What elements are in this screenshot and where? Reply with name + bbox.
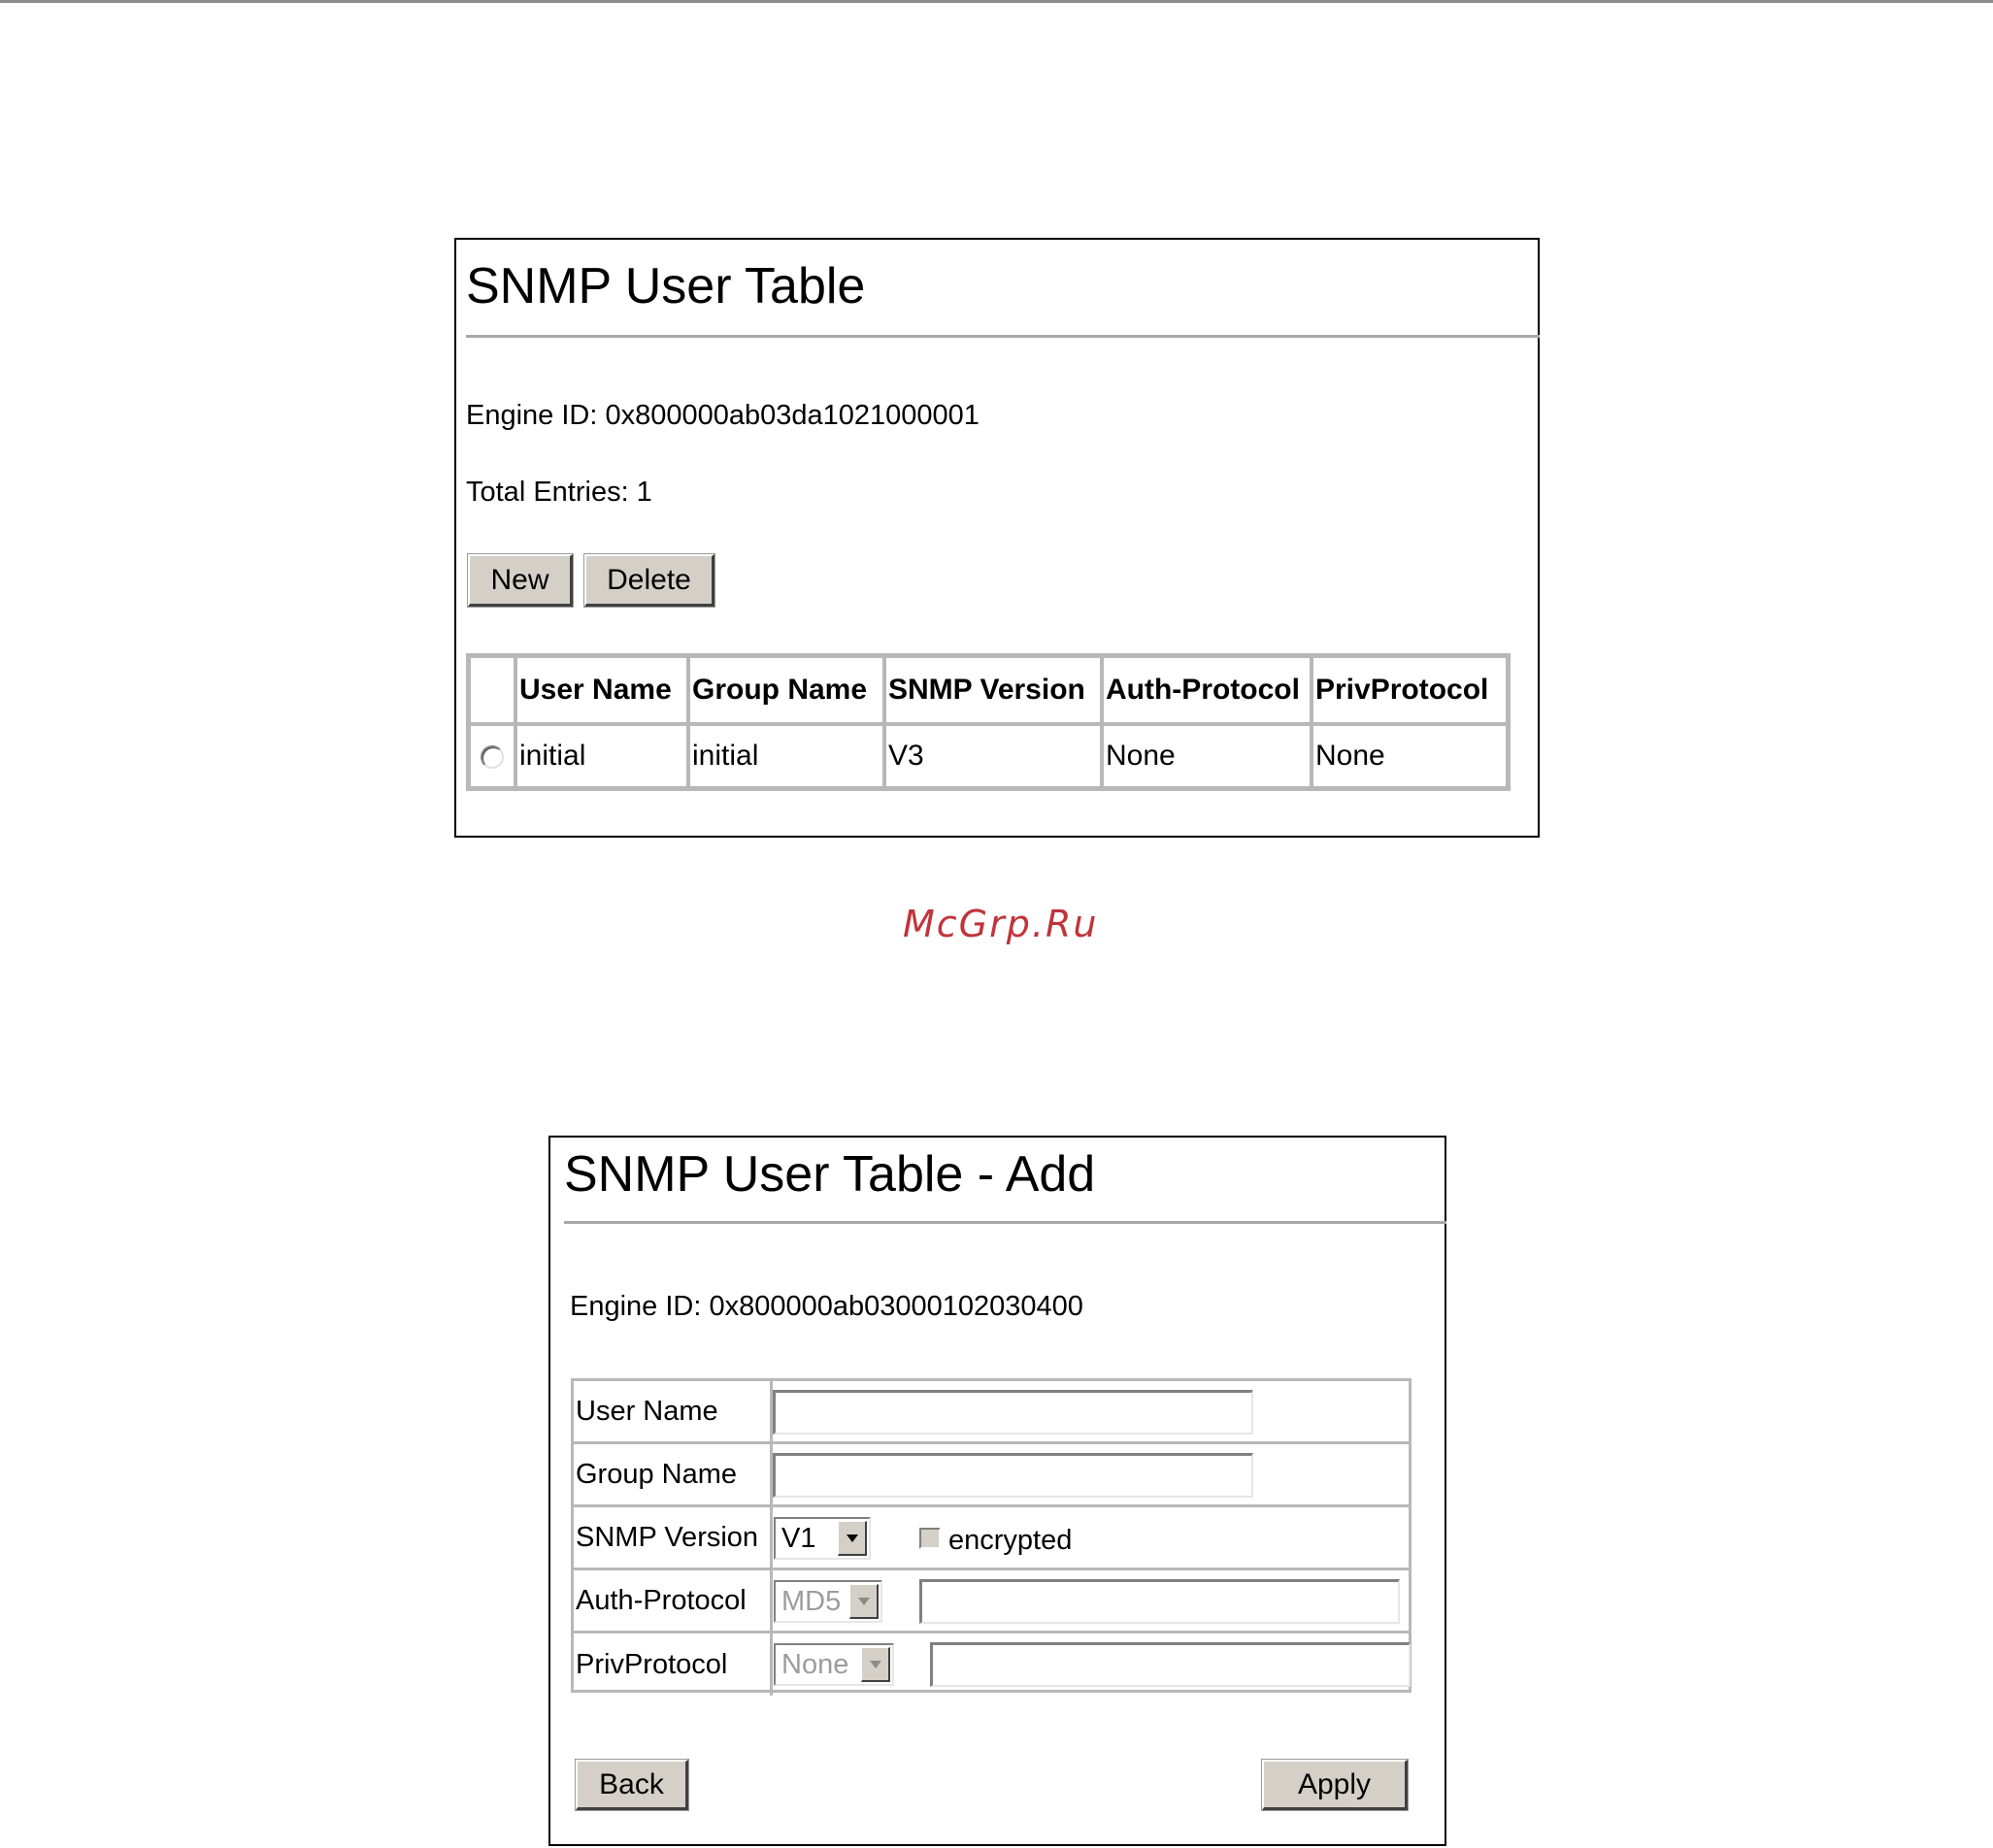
group-name-input[interactable] [773,1453,1253,1498]
cell-auth-protocol: None [1102,724,1312,788]
engine-id-text: Engine ID: 0x800000ab03da1021000001 [466,400,980,431]
encrypted-label: encrypted [948,1525,1073,1556]
column-header-snmp-version: SNMP Version [884,656,1102,724]
snmp-version-select[interactable] [774,1517,871,1560]
title-divider [466,335,1540,338]
priv-protocol-value: None [781,1648,849,1680]
column-header-select [469,656,515,724]
add-form-table [571,1378,1412,1693]
column-header-auth-protocol: Auth-Protocol [1102,656,1312,724]
user-name-row [574,1381,1409,1444]
group-name-row [574,1444,1409,1507]
add-title-divider [564,1221,1446,1224]
column-header-priv-protocol: PrivProtocol [1312,656,1508,724]
add-engine-id-text: Engine ID: 0x800000ab03000102030400 [570,1291,1083,1322]
user-name-label: User Name [574,1381,773,1441]
row-select-cell [469,724,515,788]
priv-protocol-row [574,1634,1409,1696]
chevron-down-icon[interactable] [861,1647,890,1682]
priv-protocol-select[interactable] [774,1643,894,1686]
snmp-version-label: SNMP Version [574,1507,773,1568]
auth-protocol-label: Auth-Protocol [574,1570,773,1631]
column-header-user-name: User Name [515,656,688,724]
snmp-user-add-panel [548,1136,1446,1846]
cell-group-name: initial [688,724,884,788]
back-button[interactable]: Back [576,1760,688,1810]
user-table [466,653,1511,791]
chevron-down-icon[interactable] [838,1521,867,1556]
page-title: SNMP User Table [466,258,866,314]
group-name-label: Group Name [574,1444,773,1504]
encrypted-checkbox[interactable] [919,1528,941,1549]
total-entries-text: Total Entries: 1 [466,477,652,508]
apply-button[interactable]: Apply [1262,1760,1408,1810]
chevron-down-icon[interactable] [849,1584,879,1619]
cell-snmp-version: V3 [884,724,1102,788]
snmp-user-table-panel [454,238,1540,838]
snmp-version-row [574,1507,1409,1570]
table-row [469,724,1508,788]
delete-button[interactable]: Delete [584,554,714,607]
add-page-title: SNMP User Table - Add [564,1146,1096,1203]
auth-protocol-value: MD5 [781,1585,842,1617]
auth-password-input[interactable] [919,1579,1400,1624]
top-rule [0,0,1993,3]
cell-user-name: initial [515,724,688,788]
watermark-logo: McGrp.Ru [903,903,1099,945]
row-radio[interactable] [481,745,504,769]
new-button[interactable]: New [468,554,573,607]
column-header-group-name: Group Name [688,656,884,724]
snmp-version-value: V1 [781,1522,816,1554]
priv-password-input[interactable] [930,1642,1411,1687]
auth-protocol-select[interactable] [774,1580,882,1623]
table-header-row [469,656,1508,724]
priv-protocol-label: PrivProtocol [574,1634,773,1696]
auth-protocol-row [574,1570,1409,1634]
user-name-input[interactable] [773,1390,1253,1435]
cell-priv-protocol: None [1312,724,1508,788]
